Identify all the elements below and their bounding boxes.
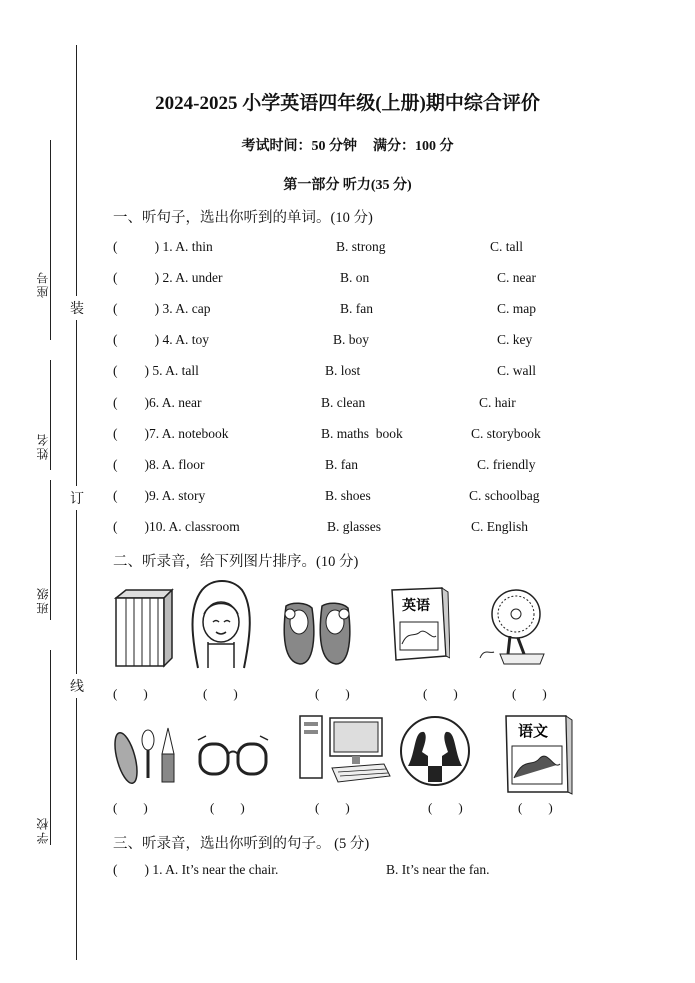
option-b: B. fan: [325, 457, 358, 472]
chinese-book-icon: [502, 712, 574, 796]
answer-blank[interactable]: ( ): [518, 800, 553, 815]
bind-char-ding: 订: [70, 486, 84, 510]
question-text: ( ) 1. A. It’s near the chair.: [113, 862, 279, 877]
answer-blank[interactable]: ( ): [428, 800, 463, 815]
option-c: C. hair: [479, 395, 516, 410]
strong-man-icon: [398, 712, 472, 790]
wardrobe-icon: [112, 588, 174, 668]
seat-underline: [50, 140, 51, 340]
option-c: C. friendly: [477, 457, 536, 472]
bind-char-zhuang: 装: [70, 296, 84, 320]
answer-blank[interactable]: ( ): [315, 800, 350, 815]
question-text: ( ) 1. A. thin: [113, 239, 213, 254]
option-b: B. maths book: [321, 426, 403, 441]
name-label: 姓名: [36, 432, 50, 460]
question-text: ( )9. A. story: [113, 488, 206, 503]
exam-info: [0, 135, 695, 155]
glasses-icon: [196, 732, 270, 782]
option-b: B. lost: [325, 363, 361, 378]
option-b: B. shoes: [325, 488, 371, 503]
section1-heading: 一、听句子，选出你听到的单词。(10 分): [113, 210, 373, 226]
option-b: B. clean: [321, 395, 366, 410]
seat-label: 座号: [36, 270, 50, 298]
bind-char-xian: 线: [70, 674, 84, 698]
answer-blank[interactable]: ( ): [210, 800, 245, 815]
option-b: B. It’s near the fan.: [386, 862, 490, 877]
option-c: C. near: [497, 270, 536, 285]
question-text: ( )8. A. floor: [113, 457, 205, 472]
class-label: 班级: [36, 586, 50, 614]
shoes-icon: [280, 596, 356, 668]
section1-question: [113, 332, 593, 352]
question-text: ( ) 4. A. toy: [113, 332, 209, 347]
question-text: ( ) 2. A. under: [113, 270, 223, 285]
question-text: ( ) 3. A. cap: [113, 301, 211, 316]
section1-question: [113, 301, 593, 321]
section1-question: [113, 457, 593, 477]
option-c: C. key: [497, 332, 533, 347]
section1-question: [113, 519, 593, 539]
option-b: B. fan: [340, 301, 373, 316]
option-b: B. glasses: [327, 519, 381, 534]
school-label: 学校: [36, 816, 50, 844]
section1-question: [113, 239, 593, 259]
section1-question: [113, 395, 593, 415]
section2-heading: 二、听录音，给下列图片排序。(10 分): [113, 554, 359, 570]
computer-icon: [296, 714, 392, 786]
answer-blank[interactable]: ( ): [315, 686, 350, 701]
girl-icon: [188, 578, 254, 670]
question-text: ( )7. A. notebook: [113, 426, 229, 441]
section3-question: [113, 862, 593, 882]
answer-blank[interactable]: ( ): [512, 686, 547, 701]
page-title: 2024-2025 小学英语四年级(上册)期中综合评价: [155, 93, 540, 114]
english-book-icon: [388, 586, 450, 662]
answer-blank[interactable]: ( ): [113, 686, 148, 701]
question-text: ( ) 5. A. tall: [113, 363, 199, 378]
chinese-book-label: 语文: [518, 722, 549, 740]
option-c: C. tall: [490, 239, 523, 254]
stationery-icon: [112, 724, 182, 790]
section1-question: [113, 363, 593, 383]
fan-icon: [474, 584, 548, 668]
section3-heading: 三、听录音，选出你听到的句子。 (5 分): [113, 836, 370, 852]
option-c: C. storybook: [471, 426, 541, 441]
question-text: ( )6. A. near: [113, 395, 202, 410]
exam-time: 考试时间：50 分钟: [241, 139, 357, 154]
answer-blank[interactable]: ( ): [113, 800, 148, 815]
part-heading: 第一部分 听力(35 分): [283, 178, 412, 193]
option-b: B. on: [340, 270, 370, 285]
english-book-label: 英语: [402, 598, 430, 614]
full-score: 满分：100 分: [373, 139, 454, 154]
answer-blank[interactable]: ( ): [203, 686, 238, 701]
answer-blank[interactable]: ( ): [423, 686, 458, 701]
section1-question: [113, 488, 593, 508]
section1-question: [113, 270, 593, 290]
option-b: B. boy: [333, 332, 370, 347]
option-c: C. English: [471, 519, 529, 534]
option-b: B. strong: [336, 239, 386, 254]
section1-question: [113, 426, 593, 446]
question-text: ( )10. A. classroom: [113, 519, 240, 534]
option-c: C. schoolbag: [469, 488, 540, 503]
option-c: C. map: [497, 301, 536, 316]
option-c: C. wall: [497, 363, 536, 378]
